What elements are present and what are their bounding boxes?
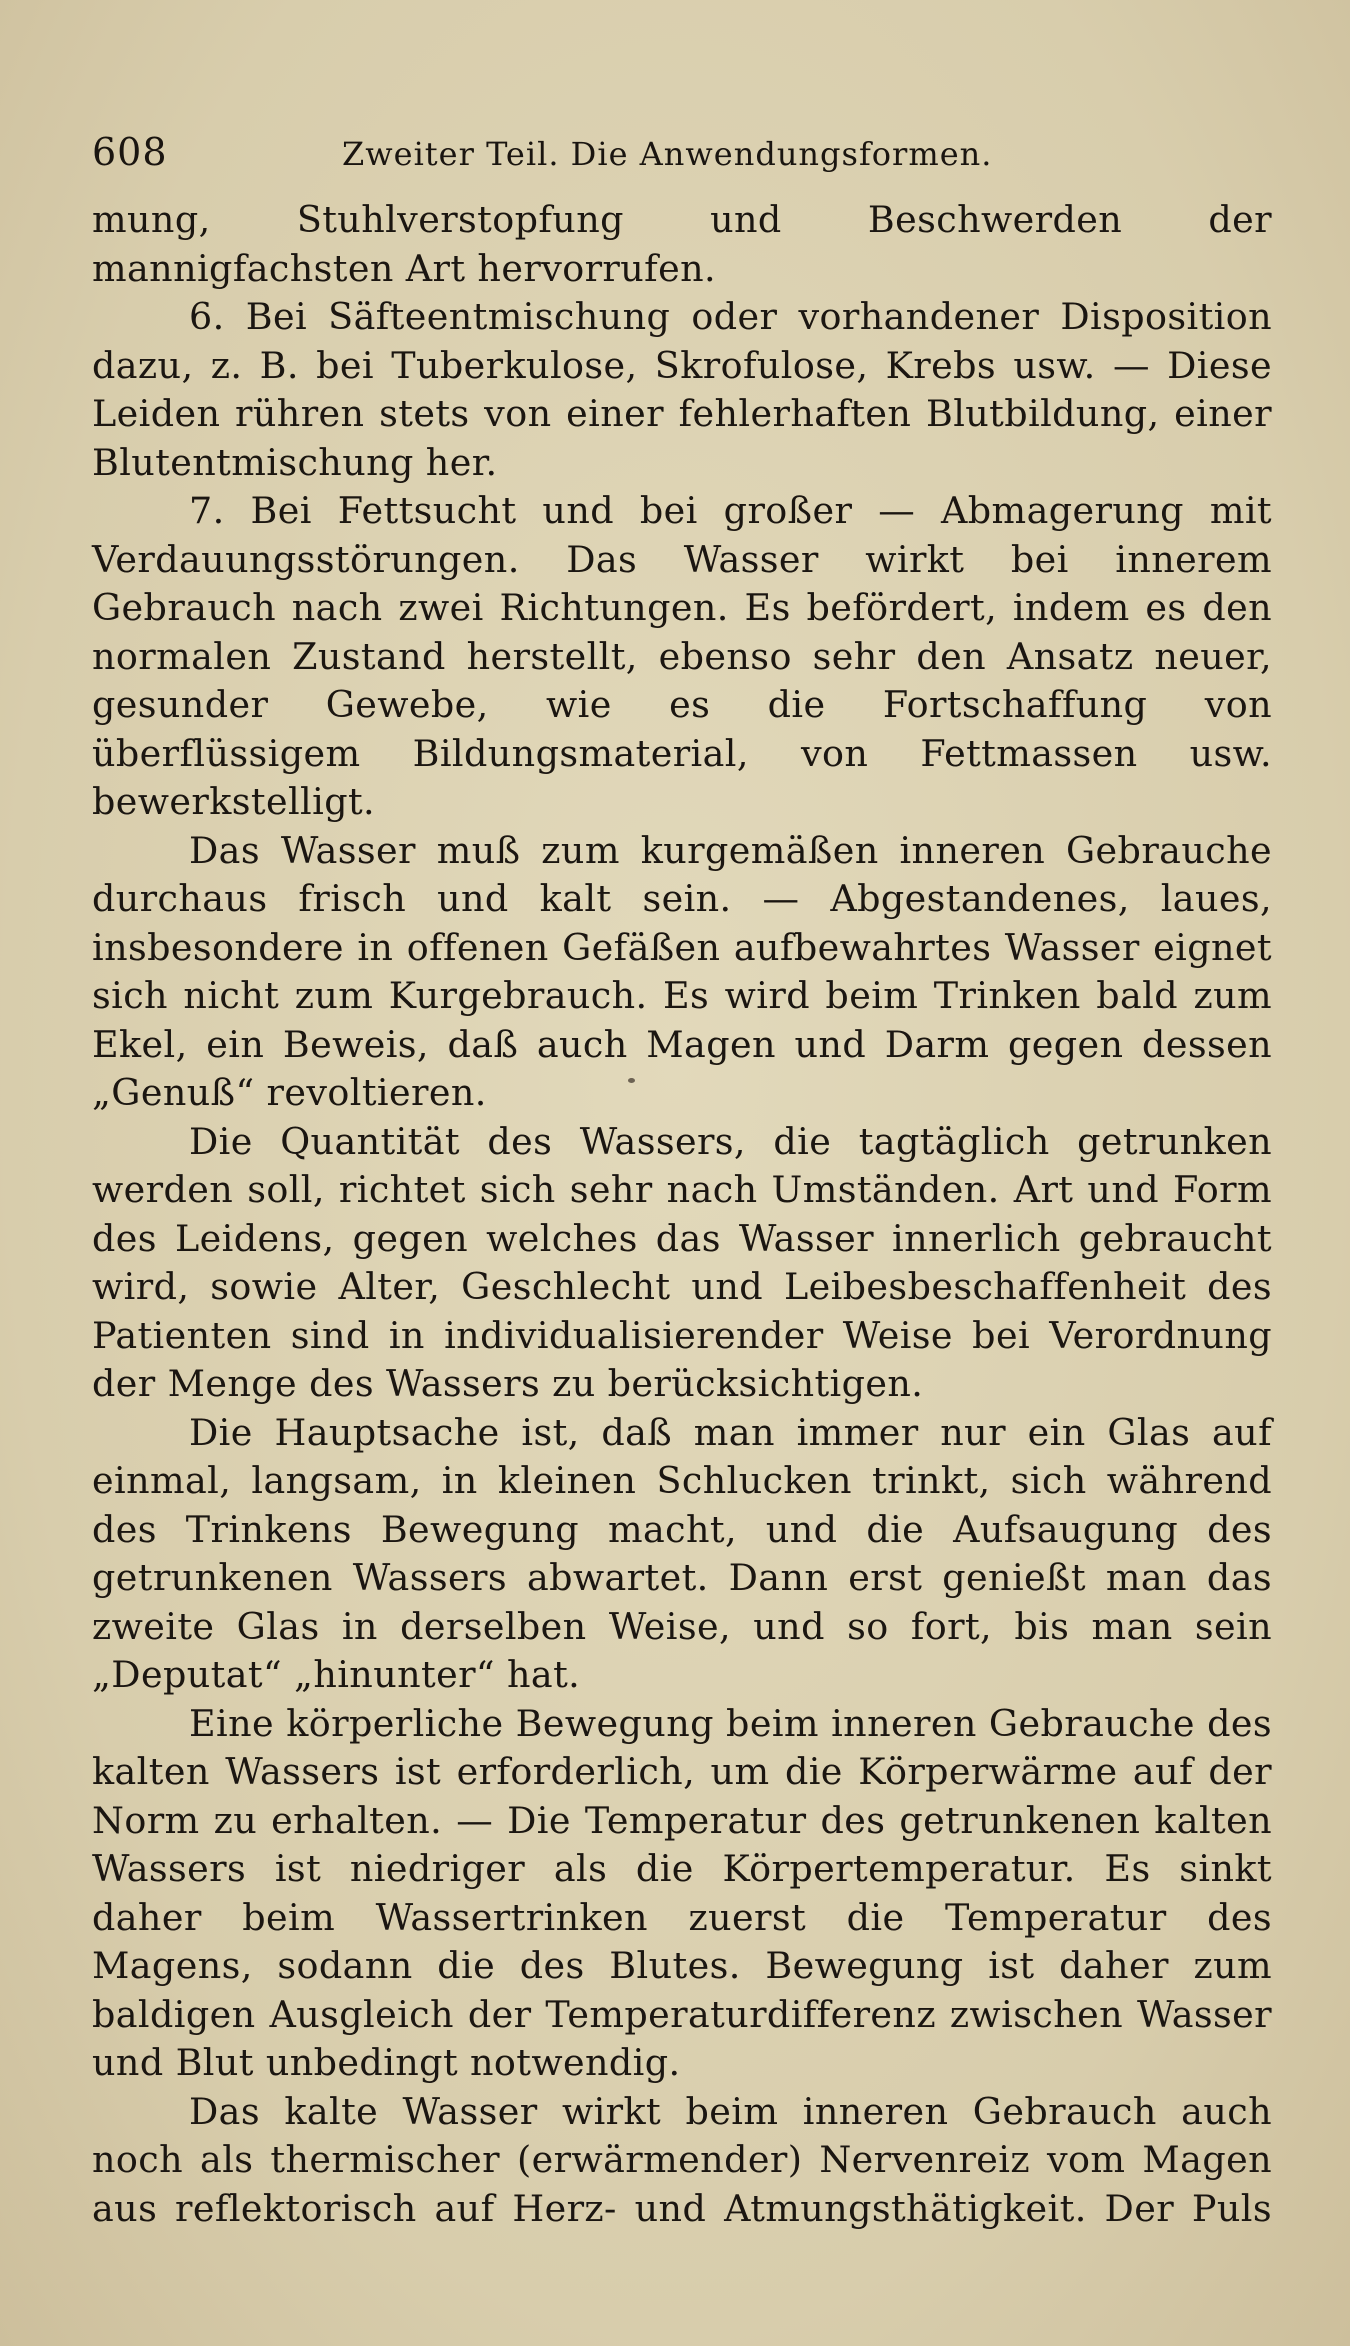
paragraph-body-movement: Eine körperliche Bewegung beim inneren Gebrauche des kalten Wassers ist erforderlich, um die Körperwärme auf der Norm zu erhalten. — Die Temperatur des getrunkenen kalten Wassers ist niedriger als die Körpertemperatur. Es sinkt daher beim Wassertrinken zuerst die Temperatur des Magens, sodann die des Blutes. Bewegung ist daher zum baldigen Ausgleich der Temperaturdifferenz zwischen Wasser und Blut unbedingt notwendig. <box>92 1701 1272 2084</box>
ink-speck <box>628 1078 635 1083</box>
paragraph-main-point: Die Hauptsache ist, daß man immer nur ein Glas auf einmal, langsam, in kleinen Schlucken trinkt, sich während des Trinkens Bewegung macht, und die Aufsaugung des getrunkenen Wassers abwartet. Dann erst genießt man das zweite Glas in derselben Weise, und so fort, bis man sein „Deputat“ „hinunter“ hat. <box>92 1410 1272 1696</box>
body-text <box>92 196 1272 2233</box>
page-number: 608 <box>92 130 168 174</box>
paragraph-item-6: 6. Bei Säfteentmischung oder vorhandener Disposition dazu, z. B. bei Tuberkulose, Skrofulose, Krebs usw. — Diese Leiden rühren stets von einer fehlerhaften Blutbildung, einer Blutentmischung her. <box>92 295 1272 484</box>
running-head <box>92 130 1272 194</box>
paragraph-quantity: Die Quantität des Wassers, die tagtäglich getrunken werden soll, richtet sich sehr nach Umständen. Art und Form des Leidens, gegen welches das Wasser innerlich gebraucht wird, sowie Alter, Geschlecht und Leibesbeschaffenheit des Patienten sind in individualisierender Weise bei Verordnung der Menge des Wassers zu berücksichtigen. <box>92 1119 1272 1405</box>
running-title: Zweiter Teil. Die Anwendungsformen. <box>342 135 993 173</box>
paragraph-fresh-cold-water: Das Wasser muß zum kurgemäßen inneren Gebrauche durchaus frisch und kalt sein. — Abgestandenes, laues, insbesondere in offenen Gefäßen aufbewahrtes Wasser eignet sich nicht zum Kurgebrauch. Es wird beim Trinken bald zum Ekel, ein Beweis, daß auch Magen und Darm gegen dessen „Genuß“ revoltieren. <box>92 828 1272 1114</box>
paragraph-thermal-stimulus: Das kalte Wasser wirkt beim inneren Gebrauch auch noch als thermischer (erwärmender) Nervenreiz vom Magen aus reflektorisch auf Herz- und Atmungsthätigkeit. Der Puls <box>92 2089 1272 2230</box>
paragraph-item-7: 7. Bei Fettsucht und bei großer — Abmagerung mit Verdauungsstörungen. Das Wasser wirkt bei innerem Gebrauch nach zwei Richtungen. Es befördert, indem es den normalen Zustand herstellt, ebenso sehr den Ansatz neuer, gesunder Gewebe, wie es die Fortschaffung von überflüssigem Bildungsmaterial, von Fettmassen usw. bewerkstelligt. <box>92 489 1272 823</box>
paragraph-continuation: mung, Stuhlverstopfung und Beschwerden der mannigfachsten Art hervorrufen. <box>92 198 1272 290</box>
